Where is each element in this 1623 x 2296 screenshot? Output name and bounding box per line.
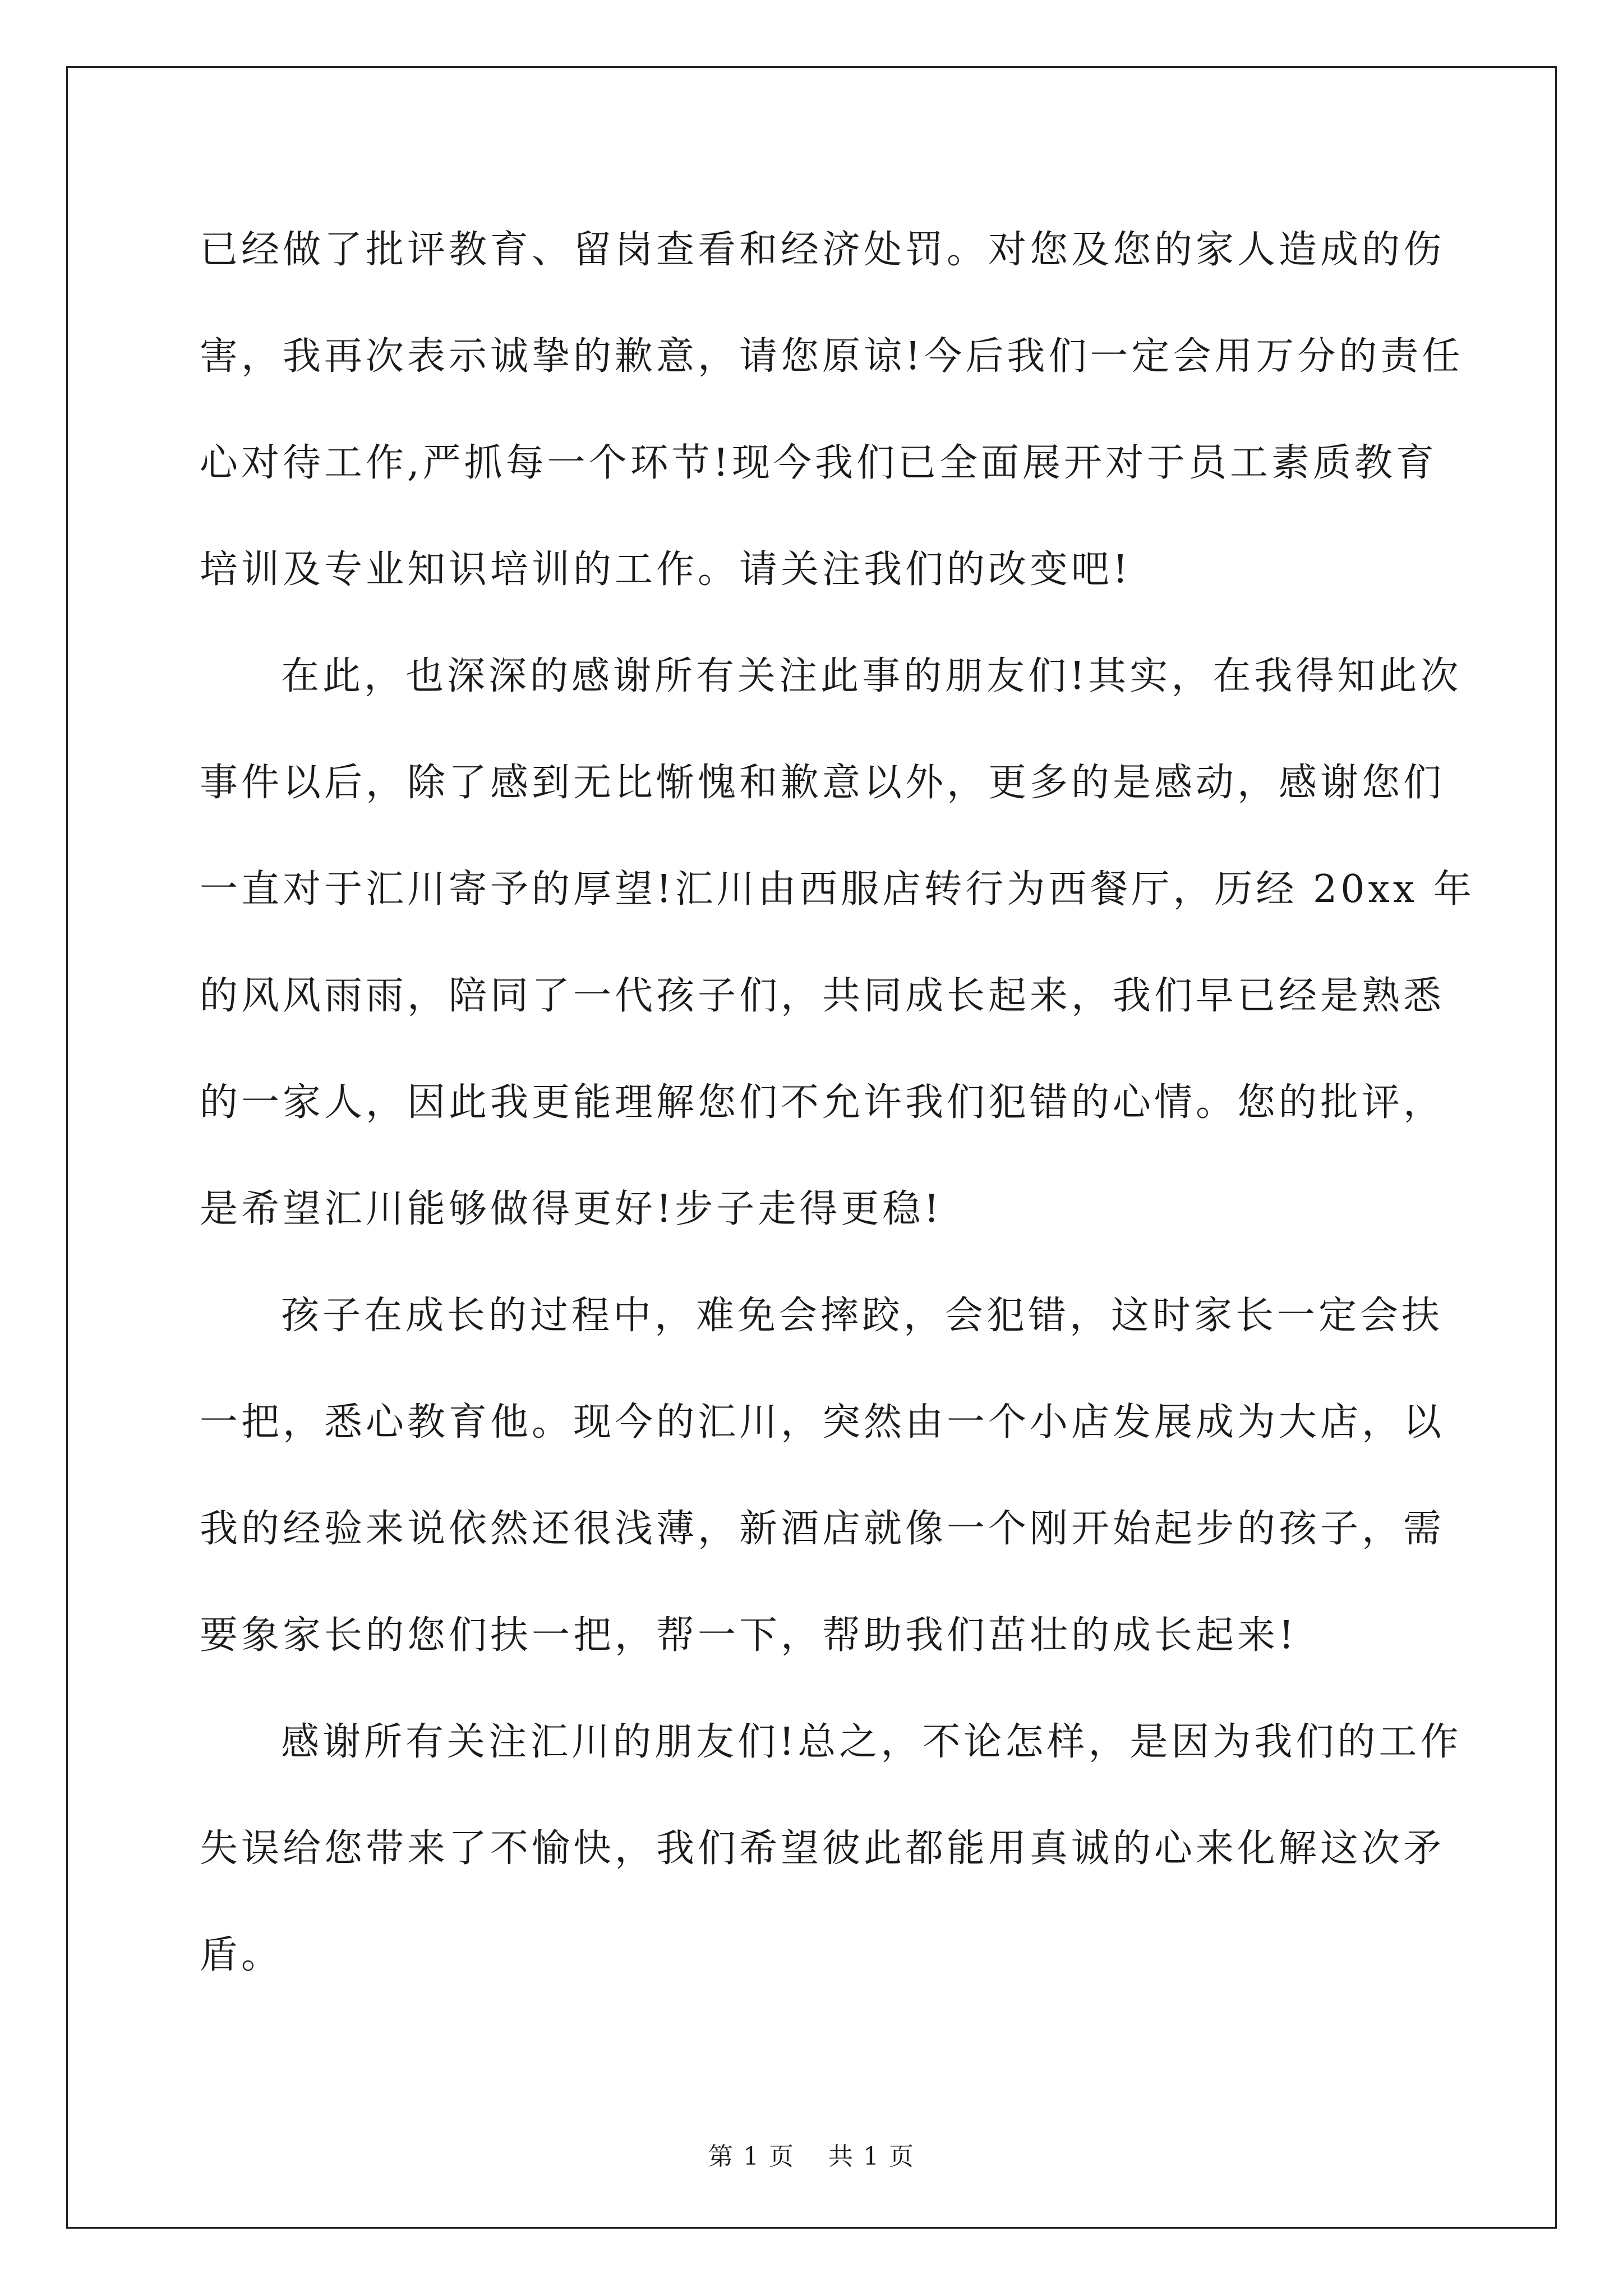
- text-line: 事件以后，除了感到无比惭愧和歉意以外，更多的是感动，感谢您们: [200, 761, 1445, 805]
- text-line: 害，我再次表示诚挚的歉意，请您原谅!今后我们一定会用万分的责任: [200, 334, 1464, 379]
- text-line: 一直对于汇川寄予的厚望!汇川由西服店转行为西餐厅，历经 20xx 年: [200, 867, 1475, 912]
- page-footer: [0, 2136, 1623, 2172]
- text-line: 失误给您带来了不愉快，我们希望彼此都能用真诚的心来化解这次矛: [200, 1826, 1445, 1871]
- text-line: 在此，也深深的感谢所有关注此事的朋友们!其实，在我得知此次: [281, 654, 1462, 698]
- page-total: 共 1 页: [828, 2142, 915, 2171]
- text-line: 是希望汇川能够做得更好!步子走得更稳!: [200, 1187, 943, 1231]
- text-line: 的一家人，因此我更能理解您们不允许我们犯错的心情。您的批评，: [200, 1080, 1445, 1125]
- text-line: 的风风雨雨，陪同了一代孩子们，共同成长起来，我们早已经是熟悉: [200, 974, 1445, 1018]
- text-line: 一把，悉心教育他。现今的汇川，突然由一个小店发展成为大店，以: [200, 1400, 1445, 1444]
- text-line: 要象家长的您们扶一把，帮一下，帮助我们茁壮的成长起来!: [200, 1613, 1298, 1658]
- text-line: 心对待工作,严抓每一个环节!现今我们已全面展开对于员工素质教育: [200, 441, 1437, 485]
- text-line: 培训及专业知识培训的工作。请关注我们的改变吧!: [200, 547, 1132, 592]
- page-number: 第 1 页: [708, 2142, 795, 2171]
- text-line: 我的经验来说依然还很浅薄，新酒店就像一个刚开始起步的孩子，需: [200, 1507, 1445, 1551]
- text-line: 盾。: [200, 1933, 283, 1977]
- text-line: 感谢所有关注汇川的朋友们!总之，不论怎样，是因为我们的工作: [281, 1720, 1462, 1764]
- text-line: 孩子在成长的过程中，难免会摔跤，会犯错，这时家长一定会扶: [281, 1294, 1444, 1338]
- document-body: [200, 217, 1475, 2028]
- text-line: 已经做了批评教育、留岗查看和经济处罚。对您及您的家人造成的伤: [200, 228, 1445, 272]
